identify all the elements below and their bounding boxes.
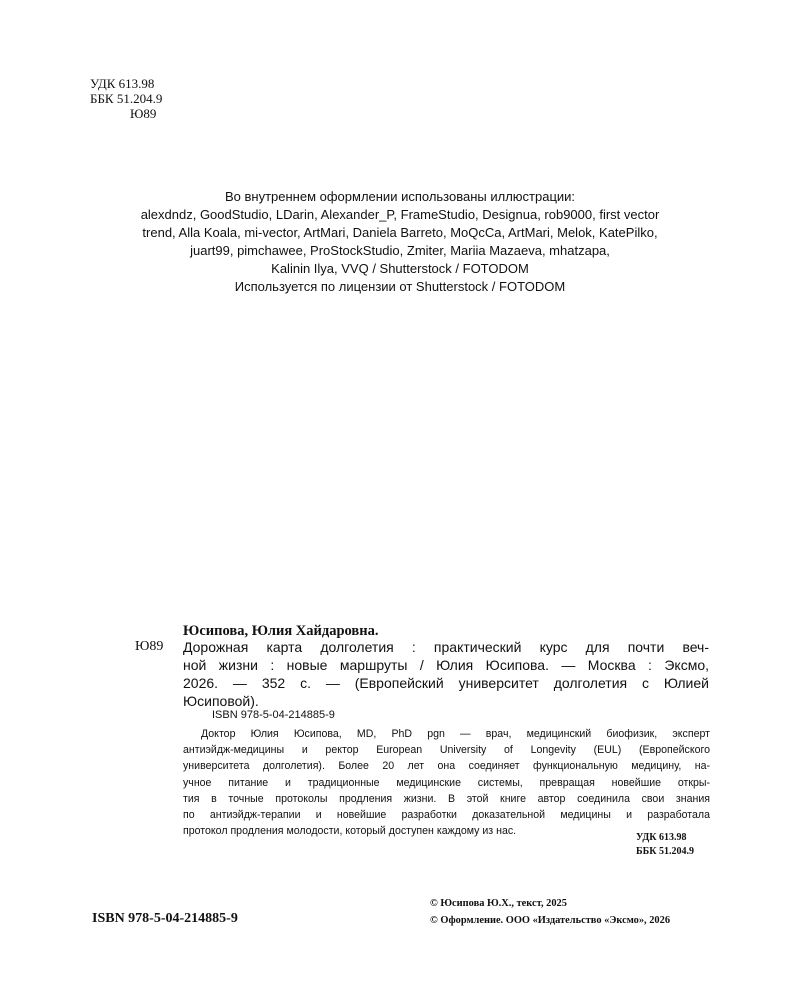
copyright-text: © Юсипова Ю.Х., текст, 2025: [430, 898, 567, 909]
bbk-code: ББК 51.204.9: [90, 91, 163, 106]
annotation-line: антиэйдж-медицины и ректор European University of Longevity (EUL) (Европейского: [183, 744, 710, 757]
copyright-design: © Оформление. ООО «Издательство «Эксмо», 2026: [430, 915, 671, 926]
credits-line: Используется по лицензии от Shutterstock / FOTODOM: [234, 279, 566, 294]
annotation-line: тия в точные протоколы продления жизни. В этой книге автор соединила свои знания: [183, 792, 710, 805]
classification-block: [90, 76, 162, 121]
annotation-line: по антиэйдж-терапии и новейшие разработки доказательной медицины и разработала: [183, 809, 710, 822]
annotation-line: университета долголетия). Более 20 лет она соединяет функциональную медицину, на-: [183, 760, 710, 773]
udk-code: УДК 613.98: [90, 76, 155, 91]
annotation-line: Доктор Юлия Юсипова, MD, PhD pgn — врач, медицинский биофизик, эксперт: [201, 728, 710, 740]
description-line: 2026. — 352 с. — (Европейский университет долголетия с Юлией: [183, 675, 709, 691]
copyright-block: [430, 895, 670, 929]
credits-line: trend, Alla Koala, mi-vector, ArtMari, Daniela Barreto, MoQcCa, ArtMari, Melok, KatePilko,: [142, 225, 658, 240]
footer-isbn: ISBN 978-5-04-214885-9: [92, 911, 238, 926]
description-line: ной жизни : новые маршруты / Юлия Юсипова. — Москва : Эксмо,: [183, 657, 709, 673]
catalog-isbn: ISBN 978-5-04-214885-9: [212, 709, 335, 721]
author-mark: Ю89: [130, 106, 157, 121]
catalog-bbk: ББК 51.204.9: [636, 846, 694, 857]
credits-line: juart99, pimchawee, ProStockStudio, Zmiter, Mariia Mazaeva, mhatzapa,: [190, 243, 610, 258]
catalog-udk: УДК 613.98: [636, 832, 687, 843]
description-line: Юсиповой).: [183, 693, 259, 709]
catalog-classification: [636, 831, 694, 859]
annotation-line: протокол продления молодости, который доступен каждому из нас.: [183, 825, 517, 838]
description-line: Дорожная карта долголетия : практический курс для почти веч-: [183, 639, 709, 655]
credits-line: Во внутреннем оформлении использованы иллюстрации:: [224, 189, 576, 204]
catalog-description: [183, 638, 709, 710]
book-annotation: [183, 726, 710, 839]
credits-line: alexdndz, GoodStudio, LDarin, Alexander_P, FrameStudio, Designua, rob9000, first vector: [140, 207, 660, 222]
catalog-author: Юсипова, Юлия Хайдаровна.: [183, 623, 379, 639]
illustration-credits: [80, 188, 720, 296]
credits-line: Kalinin Ilya, VVQ / Shutterstock / FOTODOM: [271, 261, 529, 276]
catalog-code: Ю89: [135, 639, 164, 654]
annotation-line: учное питание и традиционные медицинские системы, превращая новейшие откры-: [183, 776, 710, 789]
